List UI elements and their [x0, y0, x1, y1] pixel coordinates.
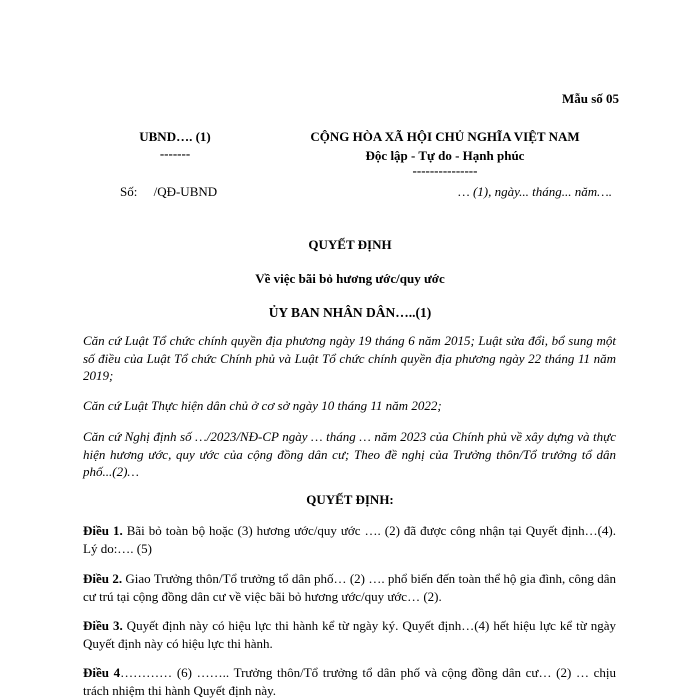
article-1 [83, 522, 616, 557]
article-4 [83, 664, 616, 699]
article-label: Điều 2. [83, 571, 123, 586]
motto-underline: --------------- [412, 163, 478, 179]
article-3 [83, 617, 616, 652]
article-text: Quyết định này có hiệu lực thi hành kể từ ngày ký. Quyết định…(4) hết hiệu lực kể từ ngày Quyết định này có hiệu lực thi hành. [83, 618, 617, 651]
article-text: ………… (6) …….. Trưởng thôn/Tổ trưởng tổ dân phố và cộng đồng dân cư… (2) … chịu trách nhiệm thi hành Quyết định này. [83, 665, 617, 698]
article-text: Bãi bỏ toàn bộ hoặc (3) hương ước/quy ước …. (2) đã được công nhận tại Quyết định…(4). Lý do:…. (5) [83, 523, 616, 556]
legal-basis-3: Căn cứ Nghị định số …/2023/NĐ-CP ngày … tháng … năm 2023 của Chính phủ về xây dựng và thực hiện hương ước, quy ước của cộng đồng dân cư; Theo đề nghị của Trưởng thôn/Tổ trưởng tổ dân phố...(2)… [83, 429, 616, 480]
article-label: Điều 1. [83, 523, 123, 538]
decision-heading: QUYẾT ĐỊNH: [306, 492, 394, 507]
issuing-agency-block [120, 128, 230, 161]
form-number: Mẫu số 05 [561, 91, 619, 106]
national-title-block [285, 128, 605, 177]
legal-basis-2: Căn cứ Luật Thực hiện dân chủ ở cơ sở ngày 10 tháng 11 năm 2022; [83, 398, 442, 413]
issuing-agency: UBND…. (1) [139, 129, 211, 144]
article-text: Giao Trưởng thôn/Tổ trưởng tổ dân phố… (2) …. phổ biến đến toàn thể hộ gia đình, công dân cư trú tại cộng đồng dân cư về việc bãi bỏ hương ước/quy ước… (2). [83, 571, 616, 604]
document-number: Số: /QĐ-UBND [120, 184, 218, 199]
article-label: Điều 4 [83, 665, 121, 680]
national-motto: Độc lập - Tự do - Hạnh phúc [365, 147, 525, 163]
legal-basis-1: Căn cứ Luật Tổ chức chính quyền địa phương ngày 19 tháng 6 năm 2015; Luật sửa đổi, bổ sung một số điều của Luật Tổ chức Chính phủ và Luật Tổ chức chính quyền địa phương ngày 22 tháng 11 năm 2019; [83, 333, 616, 384]
agency-underline: ------- [159, 145, 191, 161]
article-2 [83, 570, 616, 605]
article-label: Điều 3. [83, 618, 123, 633]
country-name: CỘNG HÒA XÃ HỘI CHỦ NGHĨA VIỆT NAM [310, 129, 580, 144]
document-title: QUYẾT ĐỊNH [308, 237, 392, 252]
document-subject: Về việc bãi bỏ hương ước/quy ước [255, 271, 445, 286]
place-date: … (1), ngày... tháng... năm…. [458, 184, 612, 199]
issuing-authority: ỦY BAN NHÂN DÂN…..(1) [268, 305, 432, 320]
